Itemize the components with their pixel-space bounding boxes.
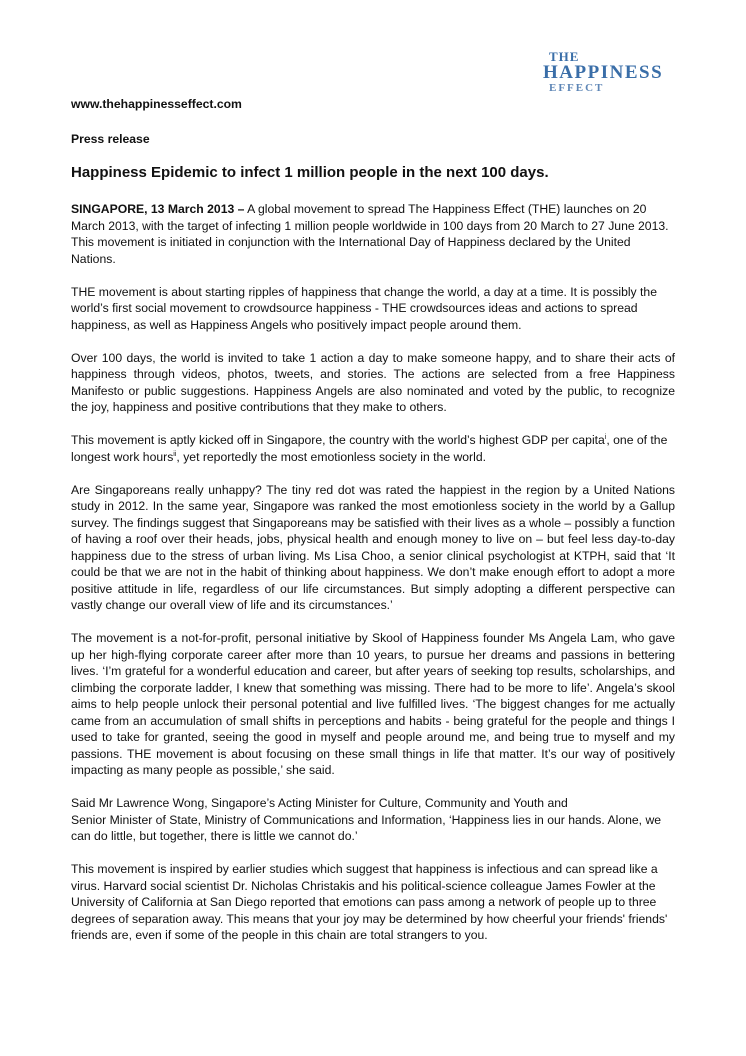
logo-line-effect: EFFECT <box>549 82 605 94</box>
paragraph-minister-rest: Senior Minister of State, Ministry of Communications and Information, ‘Happiness lies in our hands. Alone, we can do little, but together, there is little we cannot do.’ <box>71 812 662 843</box>
dateline: SINGAPORE, 13 March 2013 – <box>71 202 245 216</box>
paragraph-intro <box>71 201 675 267</box>
paragraph-singapore <box>71 432 675 465</box>
paragraph-initiative: The movement is a not-for-profit, personal initiative by Skool of Happiness founder Ms Angela Lam, who gave up her high-flying corporate career after more than 10 years, to pursue her dreams and passions in bettering lives. ‘I’m grateful for a wonderful education and career, but after years of seeking top results, scholarships, and climbing the corporate ladder, I knew that something was missing. There had to be more to life’. Angela’s skool aims to help people unlock their personal potential and live fulfilled lives. ‘The biggest changes for me actually came from an accumulation of small shifts in perceptions and habits - being grateful for the people and things I used to take for granted, seeing the good in myself and people around me, and being true to myself and my passions. THE movement is about focusing on these small things in life that matter. It’s our way of positively impacting as many people as possible,’ she said. <box>71 631 675 777</box>
paragraph-100-days: Over 100 days, the world is invited to take 1 action a day to make someone happy, and to share their acts of happiness through videos, photos, tweets, and stories. The actions are selected from a free Happiness Manifesto or public suggestions. Happiness Angels are also nominated and voted by the public, to recognize the joy, happiness and positive contributions that they make to others. <box>71 350 675 414</box>
website-url: www.thehappinesseffect.com <box>71 97 242 111</box>
paragraph-minister-line1: Said Mr Lawrence Wong, Singapore’s Acting Minister for Culture, Community and Youth and <box>71 796 568 810</box>
footnote-ref-ii: ii <box>173 450 177 458</box>
press-release-label: Press release <box>71 131 150 146</box>
logo-line-the: THE <box>549 49 580 64</box>
logo-line-happiness: HAPPINESS <box>543 62 664 83</box>
paragraph-unhappy: Are Singaporeans really unhappy? The tiny red dot was rated the happiest in the region by a United Nations study in 2012. In the same year, Singapore was ranked the most emotionless society in the world by a Gallup survey. The findings suggest that Singaporeans may be satisfied with their lives as a whole – possibly a function of having a roof over their heads, jobs, physical health and enough money to live on – but feel less day-to-day happiness due to the stress of urban living. Ms Lisa Choo, a senior clinical psychologist at KTPH, said that ‘It could be that we are not in the habit of thinking about happiness. We don’t make enough effort to adopt a more positive attitude in life, regardless of our life circumstances. But simply adopting a different perspective can vastly change our overall view of life and its circumstances.’ <box>71 482 675 612</box>
paragraph-singapore-b: , one of the longest work hours <box>71 433 668 464</box>
paragraph-research: This movement is inspired by earlier studies which suggest that happiness is infectious and can spread like a virus. Harvard social scientist Dr. Nicholas Christakis and his political-science colleague James Fowler at the University of California at San Diego reported that emotions can pass among a network of people up to three degrees of separation away. This means that your joy may be determined by how cheerful your friends' friends' friends are, even if some of the people in this chain are total strangers to you. <box>71 862 668 942</box>
footnote-ref-i: i <box>604 433 607 441</box>
paragraph-movement: THE movement is about starting ripples of happiness that change the world, a day at a time. It is possibly the world’s first social movement to crowdsource happiness - THE crowdsources ideas and actions to spread happiness, as well as Happiness Angels who positively impact people around them. <box>71 284 657 332</box>
document-body <box>71 96 675 960</box>
headline: Happiness Epidemic to infect 1 million people in the next 100 days. <box>71 164 549 181</box>
paragraph-singapore-a: This movement is aptly kicked off in Singapore, the country with the world’s highest GDP per capita <box>71 433 605 447</box>
paragraph-intro-text: A global movement to spread The Happiness Effect (THE) launches on 20 March 2013, with the target of infecting 1 million people worldwide in 100 days from 20 March to 27 June 2013. This movement is initiated in conjunction with the International Day of Happiness declared by the United Nations. <box>71 202 669 266</box>
happiness-effect-logo <box>543 50 673 94</box>
paragraph-minister-quote <box>71 795 675 845</box>
paragraph-singapore-c: , yet reportedly the most emotionless society in the world. <box>176 449 486 464</box>
